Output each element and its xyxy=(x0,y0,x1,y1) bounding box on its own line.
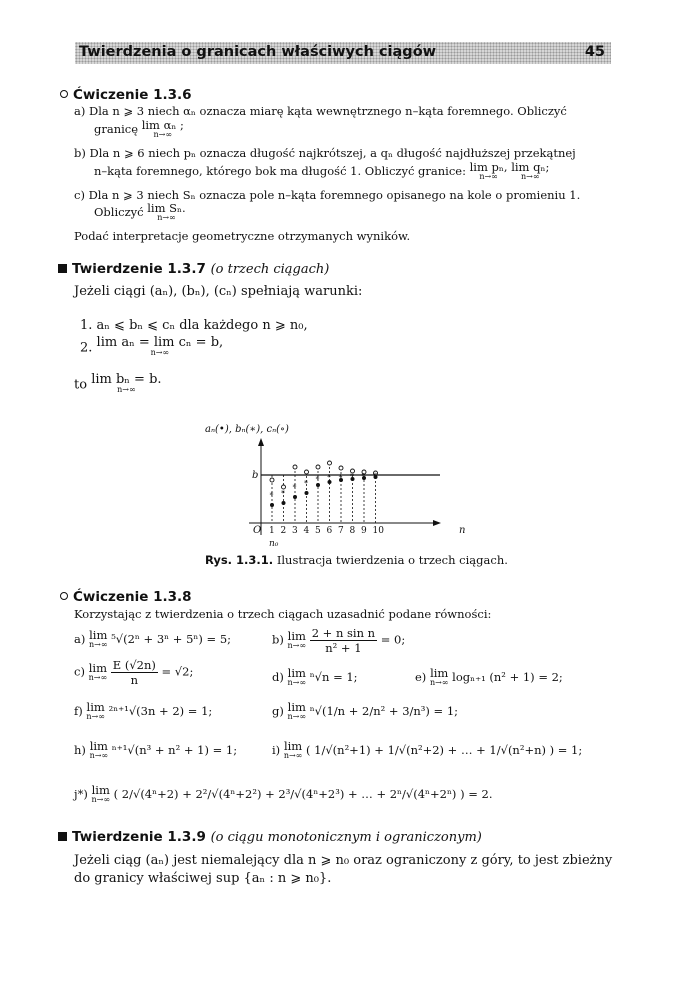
ex138-item-h: h) lim n→∞ ⁿ⁺¹√(n³ + n² + 1) = 1; xyxy=(74,739,238,760)
x-tick-label: 9 xyxy=(361,526,367,536)
three-sequences-figure xyxy=(205,420,495,553)
b-sequence-point: * xyxy=(269,491,274,500)
limit-expression: lim pₙ, n→∞ xyxy=(469,160,508,181)
figure-legend: aₙ(•), bₙ(∗), cₙ(∘) xyxy=(205,424,289,435)
theorem-1-3-9-heading: Twierdzenie 1.3.9 (o ciągu monotonicznym i ograniczonym) xyxy=(58,829,482,845)
ex136-b-line2: n–kąta foremnego, którego bok ma długość 1. Obliczyć granice: lim pₙ, n→∞ lim qₙ; n→∞ xyxy=(94,160,550,181)
limit-expression: lim Sₙ. n→∞ xyxy=(147,201,186,222)
ex138-item-i: i) lim n→∞ ( 1/√(n²+1) + 1/√(n²+2) + … + 1/√(n²+n) ) = 1; xyxy=(272,739,583,760)
ex138-item-a: a) lim n→∞ ⁵√(2ⁿ + 3ⁿ + 5ⁿ) = 5; xyxy=(74,628,232,649)
th139-line2: do granicy właściwej sup {aₙ : n ⩾ n₀}. xyxy=(74,871,332,886)
th137-intro: Jeżeli ciągi (aₙ), (bₙ), (cₙ) spełniają warunki: xyxy=(74,284,363,299)
ex136-c-line2: Obliczyć lim Sₙ. n→∞ xyxy=(94,201,186,222)
x-tick-label: 6 xyxy=(326,526,333,536)
x-tick-labels xyxy=(269,526,384,536)
theorem-1-3-7-heading: Twierdzenie 1.3.7 (o trzech ciągach) xyxy=(58,261,329,277)
ex138-item-g: g) lim n→∞ ⁿ√(1/n + 2/n² + 3/n³) = 1; xyxy=(272,700,459,721)
n0-label: n₀ xyxy=(269,539,279,549)
x-tick-label: 7 xyxy=(338,526,344,536)
th137-condition-2: 2. lim aₙ = lim cₙ = b, n→∞ xyxy=(80,335,224,357)
figure-svg xyxy=(205,420,495,550)
b-sequence-point: * xyxy=(338,473,343,482)
figure-caption: Rys. 1.3.1. Ilustracja twierdzenia o trzech ciągach. xyxy=(205,553,508,567)
a-sequence-point xyxy=(282,501,286,505)
ex136-note: Podać interpretacje geometryczne otrzymanych wyników. xyxy=(74,229,411,243)
a-sequence-point xyxy=(293,495,297,499)
ex138-item-f: f) lim n→∞ ²ⁿ⁺¹√(3n + 2) = 1; xyxy=(74,700,213,721)
y-axis-arrow xyxy=(258,438,264,446)
c-sequence-point xyxy=(293,465,297,469)
th139-line1: Jeżeli ciąg (aₙ) jest niemalejący dla n ⩾ n₀ oraz ograniczony z góry, to jest zbieżny xyxy=(74,853,613,868)
exercise-1-3-6-heading: Ćwiczenie 1.3.6 xyxy=(60,87,192,103)
c-sequence-point xyxy=(316,465,320,469)
x-tick-label: 5 xyxy=(315,526,321,536)
b-sequence-point: * xyxy=(361,472,366,481)
open-circle-icon xyxy=(60,592,68,600)
open-circle-icon xyxy=(60,90,68,98)
ex138-item-c: c) lim n→∞ $\frac{E (√2n)}{n}$ = √2; xyxy=(74,658,194,687)
ex138-intro: Korzystając z twierdzenia o trzech ciągach uzasadnić podane równości: xyxy=(74,607,492,621)
page-number: 45 xyxy=(584,44,605,60)
x-tick-label: 3 xyxy=(292,526,298,536)
b-sequence-point: * xyxy=(292,483,297,492)
b-label: b xyxy=(252,470,259,481)
ex136-a-line1: a) Dla n ⩾ 3 niech αₙ oznacza miarę kąta wewnętrznego n–kąta foremnego. Obliczyć xyxy=(74,104,567,118)
filled-square-icon xyxy=(58,264,67,273)
sequence-marks xyxy=(270,461,378,523)
running-header xyxy=(75,42,611,64)
c-sequence-point xyxy=(339,466,343,470)
ex138-item-e: e) lim n→∞ logₙ₊₁ (n² + 1) = 2; xyxy=(415,666,563,687)
c-sequence-point xyxy=(305,470,309,474)
a-sequence-point xyxy=(305,491,309,495)
ex136-c-line1: c) Dla n ⩾ 3 niech Sₙ oznacza pole n–kąta foremnego opisanego na kole o promieniu 1. xyxy=(74,188,581,202)
origin-label: O xyxy=(253,525,262,536)
x-tick-label: 8 xyxy=(349,526,356,536)
ex138-item-b: b) lim n→∞ $\frac{\text{2 + n sin n}}{\text{n² + 1}}$ = 0; xyxy=(272,626,406,655)
ex136-b-line1: b) Dla n ⩾ 6 niech pₙ oznacza długość najkrótszej, a qₙ długość najdłuższej przekątnej xyxy=(74,146,576,160)
header-title: Twierdzenia o granicach właściwych ciągów xyxy=(79,44,437,60)
exercise-1-3-8-heading: Ćwiczenie 1.3.8 xyxy=(60,589,192,605)
x-tick-label: 10 xyxy=(372,526,384,536)
x-tick-label: 4 xyxy=(303,526,310,536)
x-axis-arrow xyxy=(433,520,441,526)
x-axis-label: n xyxy=(459,525,466,536)
x-tick-label: 2 xyxy=(280,526,287,536)
x-tick-label: 1 xyxy=(269,526,275,536)
b-sequence-point: * xyxy=(350,472,354,481)
limit-expression: lim qₙ; n→∞ xyxy=(511,160,550,181)
th137-conclusion: to lim bₙ = b. n→∞ xyxy=(74,372,162,394)
b-sequence-point: * xyxy=(327,473,331,482)
ex138-item-d: d) lim n→∞ ⁿ√n = 1; xyxy=(272,666,358,687)
a-sequence-point xyxy=(270,503,274,507)
b-sequence-point: * xyxy=(373,471,377,481)
th137-condition-1: 1. aₙ ⩽ bₙ ⩽ cₙ dla każdego n ⩾ n₀, xyxy=(80,318,308,333)
c-sequence-point xyxy=(328,461,332,465)
ex136-a-line2: granicę lim αₙ ; n→∞ xyxy=(94,118,184,139)
b-sequence-point: * xyxy=(281,489,285,498)
b-sequence-point: * xyxy=(304,479,308,488)
b-sequence-point: * xyxy=(315,475,320,484)
ex138-item-j: j*) lim n→∞ ( 2/√(4ⁿ+2) + 2²/√(4ⁿ+2²) + 2³/√(4ⁿ+2³) + … + 2ⁿ/√(4ⁿ+2ⁿ) ) = 2. xyxy=(74,783,493,804)
filled-square-icon xyxy=(58,832,67,841)
limit-expression: lim αₙ ; n→∞ xyxy=(141,118,184,139)
c-sequence-point xyxy=(270,478,274,482)
